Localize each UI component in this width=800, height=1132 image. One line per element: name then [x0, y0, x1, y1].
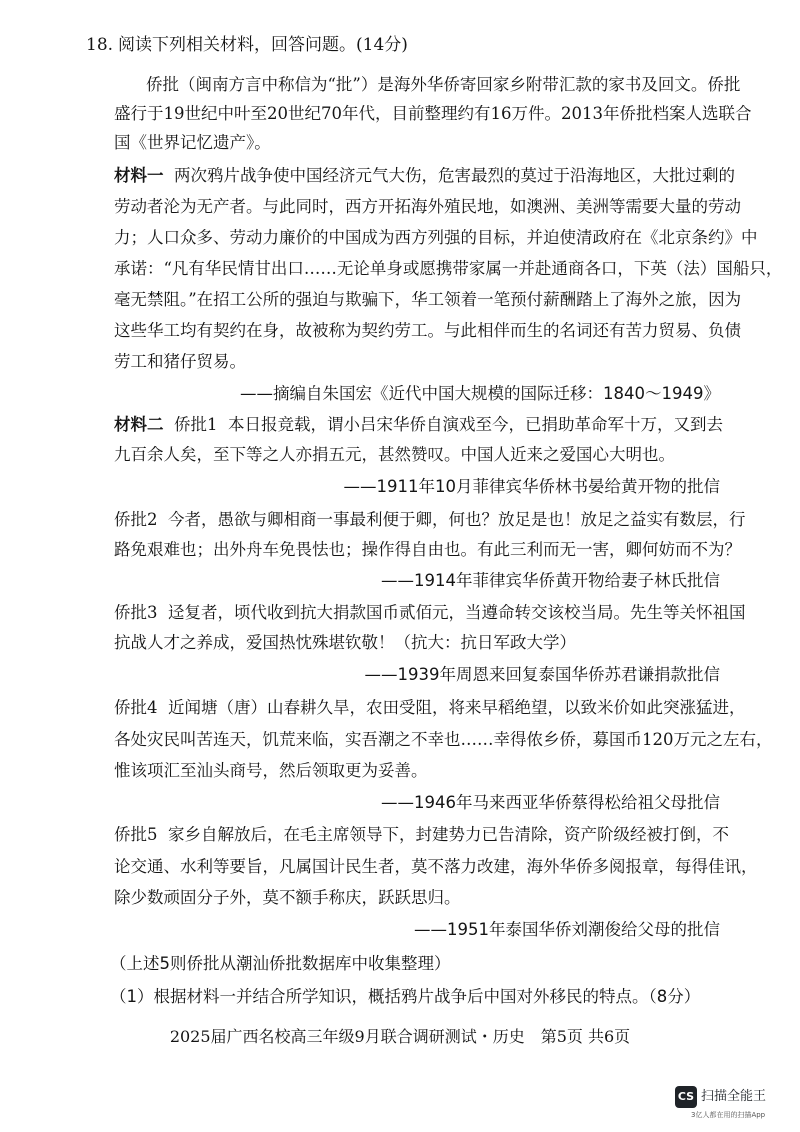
letter1-text-line: 九百余人矣，至下等之人亦捐五元，甚然赞叹。中国人近来之爱国心大明也。: [114, 445, 675, 464]
page-footer: 2025届广西名校高三年级9月联合调研测试・历史 第5页 共6页: [169, 1027, 631, 1046]
letter5-text-line: 家乡自解放后，在毛主席领导下，封建势力已告清除，资产阶级经被打倒，不: [168, 825, 729, 844]
letter1-first-line: [114, 414, 723, 436]
letter4-text-line: 近闻塘（唐）山春耕久旱，农田受阻，将来早稻绝望，以致米价如此突涨猛进，: [168, 698, 746, 717]
letter1-text-line: 本日报竞载，谓小吕宋华侨自演戏至今，已捐助革命军十万，又到去: [228, 415, 723, 434]
material1-first-line: [114, 165, 735, 187]
letter2-source: ——1914年菲律宾华侨黄开物给妻子林氏批信: [381, 571, 720, 590]
letter2-text-line: 路免艰难也；出外舟车免畏怯也；操作得自由也。有此三利而无一害，卿何妨而不为？: [114, 540, 741, 559]
material2-note: （上述5则侨批从潮汕侨批数据库中收集整理）: [110, 954, 451, 973]
letter5-source: ——1951年泰国华侨刘潮俊给父母的批信: [414, 920, 720, 939]
letter5-label: 侨批5: [114, 825, 158, 844]
intro-line-2: 盛行于19世纪中叶至20世纪70年代，目前整理约有16万件。2013年侨批档案人选联合: [114, 104, 752, 123]
watermark-subtitle: 3亿人都在用的扫描App: [691, 1111, 766, 1119]
letter2-label: 侨批2: [114, 510, 158, 529]
material1-text-line: 劳动者沦为无产者。与此同时，西方开拓海外殖民地，如澳洲、美洲等需要大量的劳动: [114, 197, 741, 216]
letter3-label: 侨批3: [114, 603, 158, 622]
question-number: 18.: [86, 35, 114, 55]
scanner-watermark: [675, 1084, 795, 1124]
letter4-first-line: [114, 697, 746, 719]
camscanner-logo-icon: CS: [675, 1086, 697, 1108]
material1-source: ——摘编自朱国宏《近代中国大规模的国际迁移：1840～1949》: [240, 384, 720, 403]
letter4-text-line: 各处灾民叫苦连天，饥荒来临，实吾潮之不幸也……幸得侬乡侨，募国币120万元之左右，: [114, 730, 773, 749]
letter4-source: ——1946年马来西亚华侨蔡得松给祖父母批信: [381, 793, 720, 812]
material1-text-line: 承诺：“凡有华民情甘出口……无论单身或愿携带家属一并赴通商各口，下英（法）国船只，: [114, 259, 783, 278]
material1-text-line: 力；人口众多、劳动力廉价的中国成为西方列强的目标，并迫使清政府在《北京条约》中: [114, 228, 758, 247]
intro-line-1: 侨批（闽南方言中称信为“批”）是海外华侨寄回家乡附带汇款的家书及回文。侨批: [146, 75, 741, 94]
material1-label: 材料一: [114, 166, 164, 185]
letter3-text-line: 迳复者，顷代收到抗大捐款国币贰佰元，当遵命转交该校当局。先生等关怀祖国: [168, 603, 746, 622]
letter1-source: ——1911年10月菲律宾华侨林书晏给黄开物的批信: [343, 477, 720, 496]
letter2-first-line: [114, 509, 746, 531]
question-prompt: 阅读下列相关材料，回答问题。(14分): [118, 35, 408, 55]
letter3-first-line: [114, 602, 746, 624]
watermark-title: 扫描全能王: [701, 1089, 767, 1104]
letter4-text-line: 惟该项汇至汕头商号，然后领取更为妥善。: [114, 761, 428, 780]
letter4-label: 侨批4: [114, 698, 158, 717]
letter5-text-line: 论交通、水利等要旨，凡属国计民生者，莫不落力改建，海外华侨多阅报章，每得佳讯，: [114, 857, 758, 876]
material1-text-line: 劳工和猪仔贸易。: [114, 352, 246, 371]
letter5-first-line: [114, 824, 729, 846]
letter3-text-line: 抗战人才之养成，爱国热忱殊堪钦敬！（抗大：抗日军政大学）: [114, 633, 576, 652]
material2-label: 材料二: [114, 415, 164, 434]
intro-line-3: 国《世界记忆遗产》。: [114, 133, 271, 152]
subquestion-1: （1）根据材料一并结合所学知识，概括鸦片战争后中国对外移民的特点。（8分）: [110, 987, 701, 1006]
material1-text-line: 这些华工均有契约在身，故被称为契约劳工。与此相伴而生的名词还有苦力贸易、负债: [114, 321, 741, 340]
letter5-text-line: 除少数顽固分子外，莫不额手称庆，跃跃思归。: [114, 888, 461, 907]
material1-text-line: 毫无禁阻。”在招工公所的强迫与欺骗下，华工领着一笔预付薪酬踏上了海外之旅，因为: [114, 290, 742, 309]
material1-text-line: 两次鸦片战争使中国经济元气大伤，危害最烈的莫过于沿海地区，大批过剩的: [174, 166, 735, 185]
letter2-text-line: 今者，愚欲与卿相商一事最利便于卿，何也？放足是也！放足之益实有数层，行: [168, 510, 746, 529]
letter3-source: ——1939年周恩来回复泰国华侨苏君谦捐款批信: [364, 665, 720, 684]
letter1-label: 侨批1: [174, 415, 218, 434]
